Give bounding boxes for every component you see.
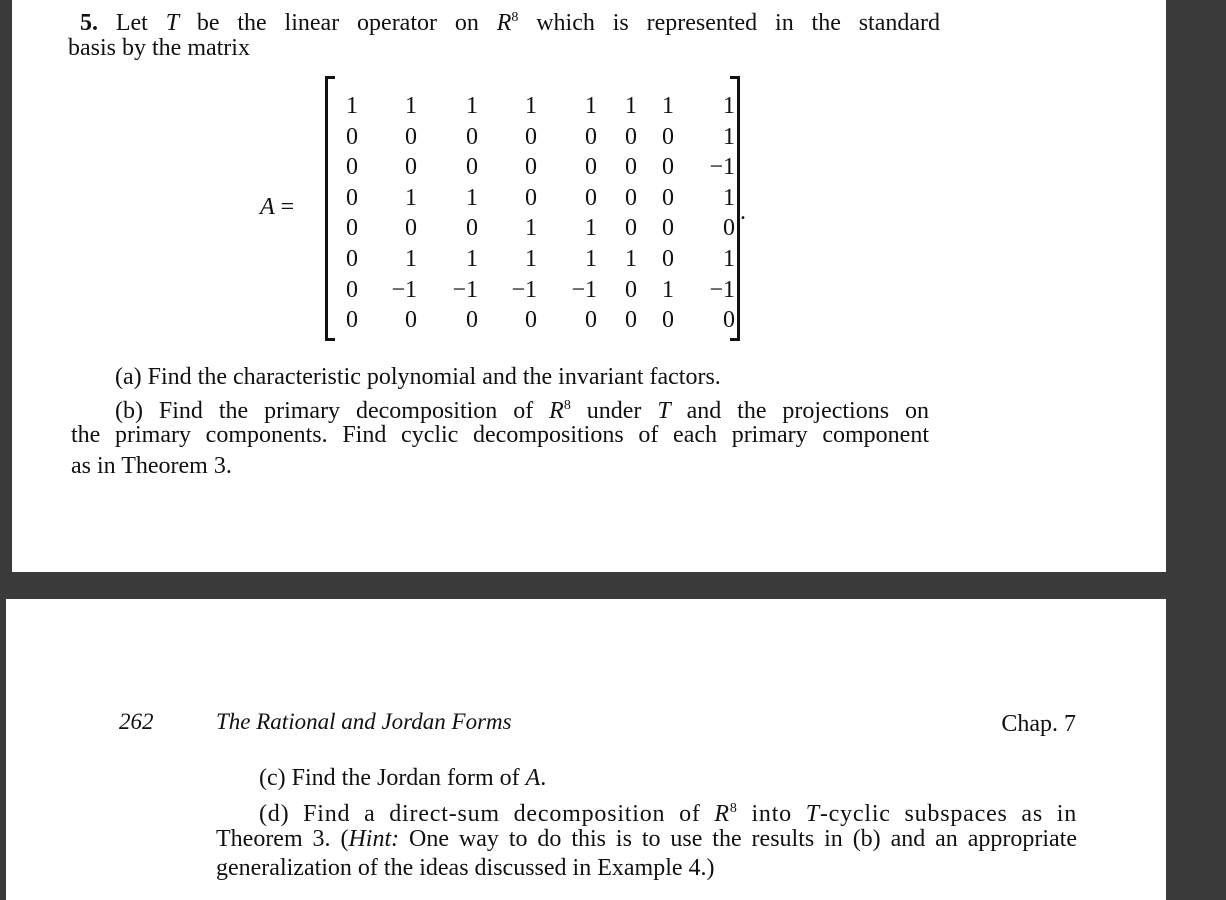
matrix-cell: 1 [625, 246, 637, 272]
intro-text: which is represented in the standard [518, 10, 941, 36]
matrix-cell: 0 [525, 154, 537, 181]
space-dimension: 8 [729, 801, 738, 816]
matrix-symbol: A [525, 765, 541, 791]
matrix-cell: 1 [723, 123, 735, 150]
matrix-cell: 1 [346, 93, 358, 119]
matrix-cell: 1 [662, 276, 674, 303]
matrix-cell: 0 [625, 184, 637, 211]
matrix-cell: 0 [346, 123, 358, 150]
matrix-cell: 1 [585, 215, 597, 242]
matrix-cell: 0 [625, 123, 637, 150]
matrix-cell: 0 [346, 246, 358, 272]
matrix-cell: 0 [525, 184, 537, 211]
part-d-line1 [259, 795, 1077, 828]
part-c-text: (c) Find the Jordan form of [259, 765, 526, 791]
intro-text: Let [115, 10, 166, 36]
part-d-line3: generalization of the ideas discussed in Example 4.) [216, 855, 715, 881]
space-symbol: R [549, 398, 564, 424]
matrix-cell: 0 [346, 154, 358, 181]
matrix-cell: 1 [405, 93, 417, 119]
matrix-cell: 1 [625, 93, 637, 119]
matrix-cell: −1 [709, 276, 735, 303]
matrix-label: A = [260, 194, 295, 220]
matrix-cell: 0 [466, 123, 478, 150]
matrix-cell: 1 [723, 93, 735, 119]
matrix-cell: 1 [585, 93, 597, 119]
part-b-line2: the primary components. Find cyclic decompositions of each primary component [71, 422, 929, 448]
matrix-cell: 1 [525, 215, 537, 242]
chapter-label: Chap. 7 [1001, 711, 1076, 737]
part-d-text: into [737, 801, 806, 827]
book-page-lower [6, 599, 1166, 900]
hint-label: Hint: [348, 826, 400, 852]
matrix-cell: 0 [662, 123, 674, 150]
matrix-cell: 0 [346, 184, 358, 211]
matrix-cell: 1 [723, 246, 735, 272]
matrix-cell: 0 [346, 215, 358, 242]
matrix-cell: 1 [585, 246, 597, 272]
matrix-cell: 1 [405, 246, 417, 272]
matrix-cell: 0 [625, 307, 637, 334]
part-b-text: under [570, 398, 658, 424]
matrix-cell: −1 [391, 276, 417, 303]
matrix-cell: 1 [466, 93, 478, 119]
operator-symbol: T [805, 801, 820, 827]
space-symbol: R [496, 10, 512, 36]
page-number: 262 [119, 709, 154, 734]
matrix-cell: 0 [525, 307, 537, 334]
matrix-cell: 0 [585, 154, 597, 181]
matrix-cell: 0 [662, 246, 674, 272]
matrix-cell: 0 [405, 123, 417, 150]
matrix-cell: −1 [571, 276, 597, 303]
part-d-line2 [216, 825, 1077, 853]
matrix-cell: 0 [662, 184, 674, 211]
matrix-a [317, 76, 740, 341]
matrix-cell: 0 [466, 307, 478, 334]
matrix-cell: 0 [625, 154, 637, 181]
space-dimension: 8 [563, 398, 571, 413]
part-c-text: . [540, 765, 547, 791]
matrix-cell: 1 [466, 246, 478, 272]
part-a: (a) Find the characteristic polynomial and the invariant factors. [115, 364, 721, 390]
matrix-cell: 1 [723, 184, 735, 211]
matrix-cell: 0 [525, 123, 537, 150]
matrix-cell: 1 [662, 93, 674, 119]
matrix-cell: 0 [585, 307, 597, 334]
part-c [259, 764, 546, 792]
matrix-cell: 0 [625, 215, 637, 242]
matrix-cell: 0 [723, 307, 735, 334]
matrix-cell: 0 [346, 276, 358, 303]
part-d-text: One way to do this is to use the results in (b) and an appropriate [399, 826, 1077, 852]
operator-symbol: T [657, 398, 671, 424]
problem-number: 5. [80, 10, 98, 36]
matrix-cell: 0 [625, 276, 637, 303]
matrix-cell: 0 [466, 215, 478, 242]
matrix-cell: 0 [662, 215, 674, 242]
part-d-text: (d) Find a direct-sum decomposition of [259, 801, 715, 827]
operator-symbol: T [165, 10, 180, 36]
matrix-cell: −1 [452, 276, 478, 303]
matrix-cell: −1 [511, 276, 537, 303]
matrix-cell: 1 [466, 184, 478, 211]
matrix-cell: 0 [405, 215, 417, 242]
part-b-line3: as in Theorem 3. [71, 453, 232, 479]
space-symbol: R [714, 801, 730, 827]
problem-intro-line2: basis by the matrix [68, 35, 250, 61]
part-d-text: -cyclic subspaces as in [819, 801, 1078, 827]
intro-text: be the linear operator on [179, 10, 497, 36]
part-b-text: (b) Find the primary decomposition of [115, 398, 550, 424]
matrix-cell: 1 [405, 184, 417, 211]
matrix-cell: 0 [405, 307, 417, 334]
matrix-cell: 0 [585, 123, 597, 150]
matrix-cell: 0 [662, 307, 674, 334]
part-b-text: and the projections on [670, 398, 929, 424]
matrix-cell: 1 [525, 246, 537, 272]
matrix-cell: −1 [709, 154, 735, 181]
matrix-cell: 1 [525, 93, 537, 119]
matrix-cell: 0 [662, 154, 674, 181]
matrix-cell: 0 [585, 184, 597, 211]
problem-intro-line1 [80, 4, 940, 37]
book-page-upper [12, 0, 1166, 572]
matrix-cell: 0 [723, 215, 735, 242]
space-dimension: 8 [511, 10, 519, 25]
matrix-cell: 0 [405, 154, 417, 181]
running-title: The Rational and Jordan Forms [216, 709, 512, 734]
matrix-end-punct: . [740, 199, 746, 225]
part-d-text: Theorem 3. ( [216, 826, 349, 852]
matrix-cell: 0 [466, 154, 478, 181]
matrix-cell: 0 [346, 307, 358, 334]
